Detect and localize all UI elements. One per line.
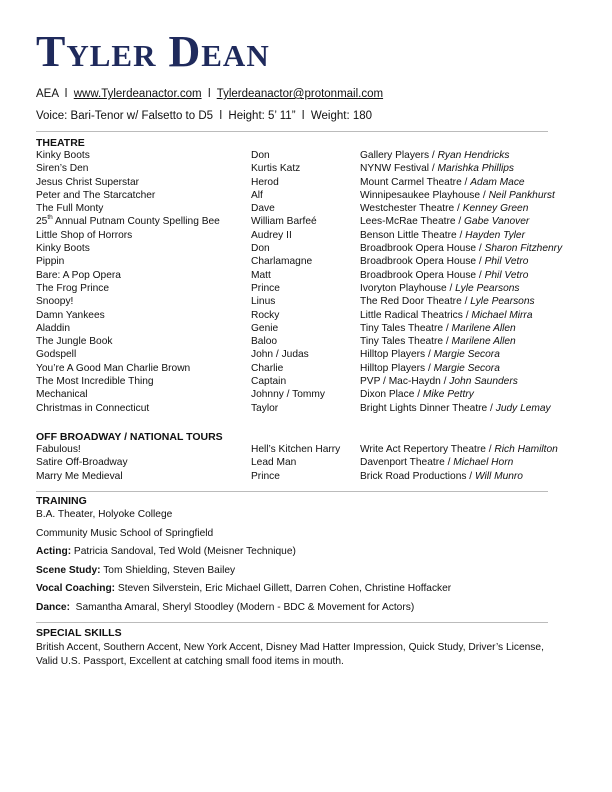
director: Neil Pankhurst [488, 189, 555, 201]
venue: Broadbrook Opera House / [360, 243, 485, 255]
venue-director [360, 389, 474, 400]
venue: Mount Carmel Theatre / [360, 176, 471, 188]
skills-text: British Accent, Southern Accent, New York Accent, Disney Mad Hatter Impression, Quick Study, Driver’s License, Valid U.S. Passport, Excellent at catching small food items in mouth. [36, 642, 544, 667]
credit-row [36, 376, 576, 389]
venue-director [360, 243, 562, 254]
credit-row [36, 471, 576, 484]
venue: Gallery Players / [360, 150, 438, 161]
venue-director [360, 363, 500, 374]
director: Michael Mirra [471, 309, 533, 321]
venue: Benson Little Theatre / [360, 229, 466, 241]
scene-teachers: Tom Shielding, Steven Bailey [100, 565, 236, 576]
director: Margie Secora [433, 349, 500, 361]
dance-label: Dance: [36, 602, 70, 613]
credit-row [36, 216, 576, 229]
venue: The Red Door Theatre / [360, 296, 471, 308]
acting-teachers: Patricia Sandoval, Ted Wold (Meisner Technique) [71, 546, 296, 557]
director: Ryan Hendricks [437, 150, 510, 161]
show-title: Marry Me Medieval [36, 470, 123, 482]
venue: Hilltop Players / [360, 362, 434, 374]
show-title: Damn Yankees [36, 309, 105, 321]
director: Adam Mace [470, 176, 525, 188]
venue: Hilltop Players / [360, 349, 434, 361]
venue-director [360, 471, 523, 482]
venue-director [360, 283, 520, 294]
training-scene-study [36, 565, 235, 576]
venue-director [360, 403, 551, 414]
show-title: Godspell [36, 349, 77, 361]
role: Dave [251, 203, 275, 215]
divider [36, 622, 548, 623]
venue-director [360, 163, 514, 174]
role: Don [251, 150, 270, 161]
show-title: Jesus Christ Superstar [36, 176, 140, 188]
credit-row [36, 389, 576, 402]
venue-director [360, 376, 518, 387]
skills-heading: SPECIAL SKILLS [36, 627, 122, 639]
credit-row [36, 349, 576, 362]
role: Taylor [251, 402, 279, 414]
show-title: Siren’s Den [36, 163, 89, 175]
show-title: Kinky Boots [36, 150, 90, 161]
role: Audrey II [251, 229, 292, 241]
role: Baloo [251, 336, 278, 348]
height: Height: 5’ 11” [228, 110, 296, 122]
credit-row [36, 150, 576, 163]
role: Kurtis Katz [251, 163, 301, 175]
credit-row [36, 177, 576, 190]
venue-director [360, 349, 500, 360]
credit-row [36, 296, 576, 309]
separator: l [219, 110, 223, 122]
director: Lyle Pearsons [470, 296, 535, 308]
show-title-number: 25 [36, 216, 48, 228]
theatre-heading: THEATRE [36, 137, 85, 149]
director: Phil Vetro [484, 256, 529, 268]
show-title-text: Annual Putnam County Spelling Bee [52, 216, 220, 228]
director: Margie Secora [433, 362, 500, 374]
divider [36, 131, 548, 132]
credit-row [36, 256, 576, 269]
ordinal-suffix: th [47, 214, 53, 222]
role: Don [251, 243, 270, 255]
role: William Barfeé [251, 216, 317, 228]
credit-row [36, 457, 576, 470]
venue-director [360, 336, 516, 347]
weight: Weight: 180 [310, 110, 373, 122]
director: Will Munro [474, 470, 523, 482]
theatre-credits [36, 150, 576, 416]
director: Marilene Allen [451, 322, 516, 334]
credit-row [36, 203, 576, 216]
director: Kenney Green [462, 203, 529, 215]
director: Phil Vetro [484, 269, 529, 281]
role: Lead Man [251, 457, 297, 469]
venue-director [360, 256, 528, 267]
show-title: Little Shop of Horrors [36, 229, 133, 241]
show-title: You’re A Good Man Charlie Brown [36, 362, 191, 374]
acting-label: Acting: [36, 546, 72, 557]
show-title: The Frog Prince [36, 282, 110, 294]
role: Matt [251, 269, 271, 281]
director: Michael Horn [453, 457, 514, 469]
credit-row [36, 163, 576, 176]
role: Genie [251, 322, 279, 334]
credit-row [36, 363, 576, 376]
training-heading: TRAINING [36, 495, 87, 507]
credit-row [36, 336, 576, 349]
venue: NYNW Festival / [360, 163, 438, 175]
offbroadway-heading: OFF BROADWAY / NATIONAL TOURS [36, 431, 223, 443]
website-link[interactable]: www.Tylerdeanactor.com [73, 88, 202, 100]
training-school: Community Music School of Springfield [36, 528, 214, 539]
actor-name: Tyler Dean [36, 27, 270, 76]
venue-director [360, 323, 516, 334]
venue-director [360, 203, 528, 214]
director: Hayden Tyler [465, 229, 525, 241]
role: Hell’s Kitchen Harry [251, 444, 341, 455]
voice-type: Voice: Bari-Tenor w/ Falsetto to D5 [36, 110, 214, 122]
role: Alf [251, 189, 263, 201]
venue: PVP / Mac-Haydn / [360, 376, 450, 388]
venue-director [360, 216, 529, 227]
training-vocal [36, 583, 451, 594]
credit-row [36, 283, 576, 296]
show-title: Fabulous! [36, 444, 81, 455]
venue-director [360, 457, 513, 468]
show-title: Aladdin [36, 322, 70, 334]
director: Marishka Phillips [437, 163, 514, 175]
venue-director [360, 444, 558, 455]
show-title: Pippin [36, 256, 65, 268]
show-title: Christmas in Connecticut [36, 402, 150, 414]
show-title: The Full Monty [36, 203, 104, 215]
director: Gabe Vanover [464, 216, 530, 228]
role: Captain [251, 376, 287, 388]
director: Mike Pettry [422, 389, 474, 401]
divider [36, 491, 548, 492]
show-title: Kinky Boots [36, 243, 90, 255]
director: Sharon Fitzhenry [484, 243, 563, 255]
credit-row [36, 310, 576, 323]
email-link[interactable]: Tylerdeanactor@protonmail.com [216, 88, 384, 100]
scene-label: Scene Study: [36, 565, 101, 576]
vocal-label: Vocal Coaching: [36, 583, 116, 594]
show-title: The Most Incredible Thing [36, 376, 154, 388]
union-label: AEA [36, 88, 59, 100]
role: Linus [251, 296, 276, 308]
venue: Westchester Theatre / [360, 203, 463, 215]
venue: Bright Lights Dinner Theatre / [360, 402, 496, 414]
credit-row [36, 444, 576, 457]
vocal-teachers: Steven Silverstein, Eric Michael Gillett, Darren Cohen, Christine Hoffacker [115, 583, 452, 594]
venue-director [360, 177, 525, 188]
contact-line [36, 88, 383, 100]
show-title: Mechanical [36, 389, 88, 401]
venue: Broadbrook Opera House / [360, 256, 485, 268]
stats-line [36, 110, 372, 122]
venue: Dixon Place / [360, 389, 423, 401]
show-title [36, 216, 220, 227]
director: John Saunders [449, 376, 518, 388]
director: Judy Lemay [495, 402, 551, 414]
show-title: Satire Off-Broadway [36, 457, 128, 469]
separator: l [64, 88, 68, 100]
role: Charlie [251, 362, 284, 374]
separator: l [301, 110, 305, 122]
credit-row [36, 403, 576, 416]
director: Marilene Allen [451, 336, 516, 348]
dance-teachers: Samantha Amaral, Sheryl Stoodley (Modern - BDC & Movement for Actors) [69, 602, 415, 613]
venue: Winnipesaukee Playhouse / [360, 189, 489, 201]
role: Prince [251, 282, 280, 294]
credit-row [36, 243, 576, 256]
credit-row [36, 323, 576, 336]
venue-director [360, 296, 535, 307]
venue: Ivoryton Playhouse / [360, 282, 456, 294]
separator: l [207, 88, 211, 100]
role: Herod [251, 176, 279, 188]
venue: Broadbrook Opera House / [360, 269, 485, 281]
role: Rocky [251, 309, 280, 321]
venue-director [360, 270, 528, 281]
role: Johnny / Tommy [251, 389, 325, 401]
venue-director [360, 230, 525, 241]
venue-director [360, 310, 533, 321]
venue: Write Act Repertory Theatre / [360, 444, 495, 455]
director: Lyle Pearsons [455, 282, 520, 294]
venue: Tiny Tales Theatre / [360, 336, 452, 348]
role: John / Judas [251, 349, 309, 361]
training-dance [36, 602, 414, 613]
venue: Brick Road Productions / [360, 470, 475, 482]
venue: Davenport Theatre / [360, 457, 454, 469]
venue: Lees-McRae Theatre / [360, 216, 464, 228]
show-title: The Jungle Book [36, 336, 113, 348]
offbroadway-credits [36, 444, 576, 484]
show-title: Peter and The Starcatcher [36, 189, 156, 201]
show-title: Snoopy! [36, 296, 74, 308]
venue-director [360, 150, 509, 161]
credit-row [36, 190, 576, 203]
role: Charlamagne [251, 256, 313, 268]
training-degree: B.A. Theater, Holyoke College [36, 509, 173, 520]
venue: Little Radical Theatrics / [360, 309, 472, 321]
venue-director [360, 190, 555, 201]
credit-row [36, 230, 576, 243]
venue: Tiny Tales Theatre / [360, 322, 452, 334]
show-title: Bare: A Pop Opera [36, 269, 121, 281]
credit-row [36, 270, 576, 283]
role: Prince [251, 470, 280, 482]
director: Rich Hamilton [494, 444, 558, 455]
training-acting [36, 546, 296, 557]
